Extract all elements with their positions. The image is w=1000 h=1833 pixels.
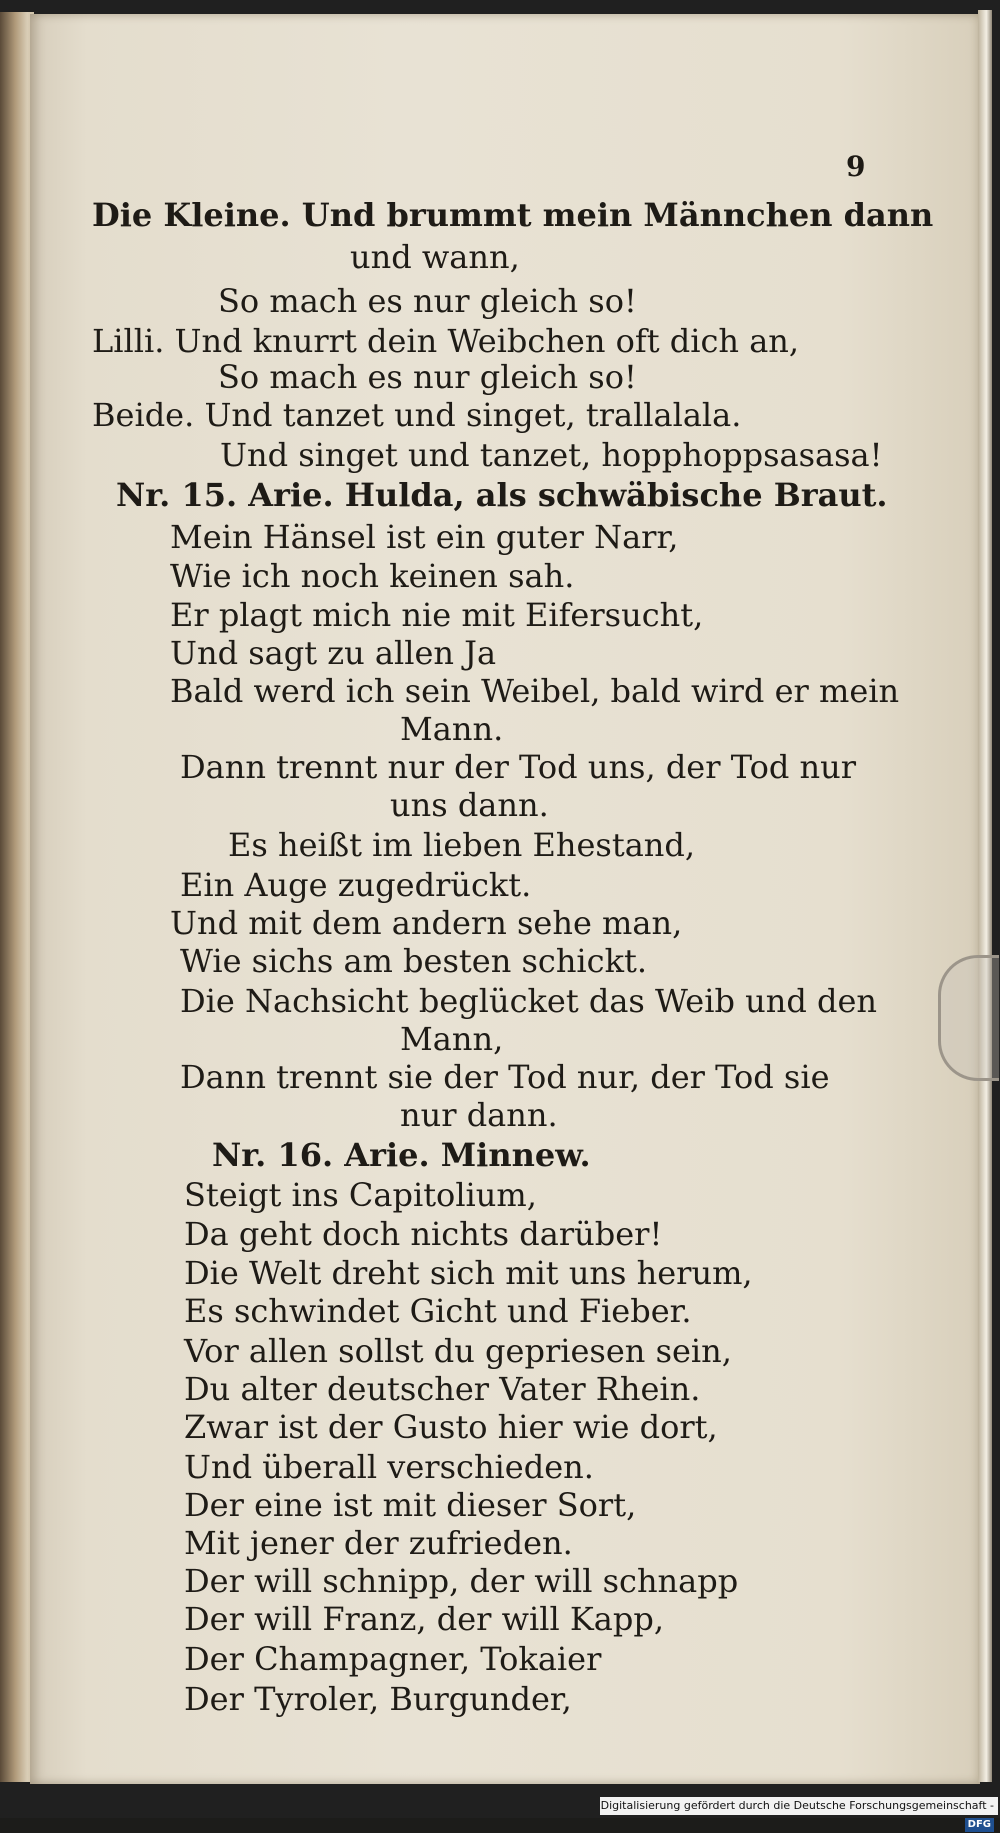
text-line: Zwar ist der Gusto hier wie dort, [184, 1408, 718, 1446]
text-line: Ein Auge zugedrückt. [180, 866, 532, 904]
text-line: Es heißt im lieben Ehestand, [228, 826, 696, 864]
credit-text: Digitalisierung gefördert durch die Deutsche Forschungsgemeinschaft - [600, 1799, 994, 1812]
text-line: Dann trennt nur der Tod uns, der Tod nur [180, 748, 856, 786]
text-line: Mein Hänsel ist ein guter Narr, [170, 518, 679, 556]
text-line: Lilli. Und knurrt dein Weibchen oft dich an, [92, 322, 800, 360]
text-line: Er plagt mich nie mit Eifersucht, [170, 596, 704, 634]
text-line: Steigt ins Capitolium, [184, 1176, 537, 1214]
text-line: uns dann. [390, 786, 549, 824]
page-number: 9 [846, 150, 866, 183]
text-line: Der Tyroler, Burgunder, [184, 1680, 572, 1718]
text-line: Du alter deutscher Vater Rhein. [184, 1370, 701, 1408]
page-clip [938, 955, 999, 1081]
aria-heading: Nr. 15. Arie. Hulda, als schwäbische Braut. [116, 476, 888, 514]
text-line: So mach es nur gleich so! [218, 358, 637, 396]
text-line: nur dann. [400, 1096, 558, 1134]
text-line: Vor allen sollst du gepriesen sein, [184, 1332, 732, 1370]
text-line: Die Welt dreht sich mit uns herum, [184, 1254, 753, 1292]
text-line: und wann, [350, 238, 520, 276]
text-line: Der will Franz, der will Kapp, [184, 1600, 664, 1638]
text-line: Wie sichs am besten schickt. [180, 942, 647, 980]
text-line: Und mit dem andern sehe man, [170, 904, 683, 942]
page-fore-edge [978, 10, 992, 1782]
text-line: So mach es nur gleich so! [218, 282, 637, 320]
text-line: Die Nachsicht beglücket das Weib und den [180, 982, 878, 1020]
digitization-credit [600, 1797, 998, 1830]
book-spine-edge [0, 12, 34, 1782]
text-line: Der Champagner, Tokaier [184, 1640, 602, 1678]
text-line: Mit jener der zufrieden. [184, 1524, 573, 1562]
text-line: Da geht doch nichts darüber! [184, 1215, 663, 1253]
text-line: Der eine ist mit dieser Sort, [184, 1486, 637, 1524]
text-line: Die Kleine. Und brummt mein Männchen dann [92, 196, 934, 234]
text-line: Mann, [400, 1020, 504, 1058]
text-line: Mann. [400, 710, 504, 748]
text-line: Und überall verschieden. [184, 1448, 594, 1486]
text-line: Und singet und tanzet, hopphoppsasasa! [220, 436, 883, 474]
text-line: Beide. Und tanzet und singet, trallalala. [92, 396, 742, 434]
aria-heading: Nr. 16. Arie. Minnew. [212, 1136, 591, 1174]
text-line: Der will schnipp, der will schnapp [184, 1562, 739, 1600]
text-line: Bald werd ich sein Weibel, bald wird er mein [170, 672, 900, 710]
text-line: Wie ich noch keinen sah. [170, 557, 575, 595]
text-line: Es schwindet Gicht und Fieber. [184, 1292, 692, 1330]
text-line: Dann trennt sie der Tod nur, der Tod sie [180, 1058, 830, 1096]
dfg-logo: DFG [965, 1818, 994, 1832]
text-line: Und sagt zu allen Ja [170, 634, 497, 672]
